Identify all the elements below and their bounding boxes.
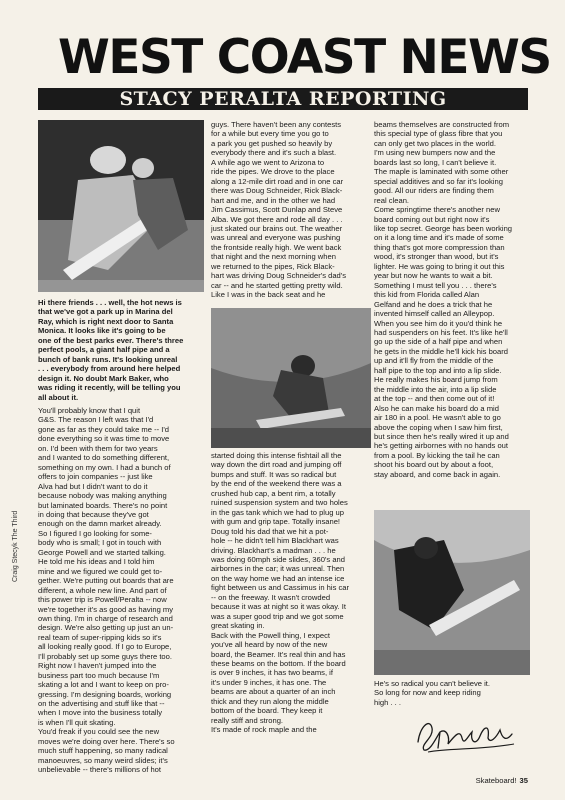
closing-text: He's so radical you can't believe it. So long for now and keep riding high . . . bbox=[374, 679, 491, 707]
column-2-bottom: started doing this intense fishtail all the way down the dirt road and jumping off bumps and stuff. It was so radical but by the end of the weekend there was a crushed hub cap, a bent rim, a totally ruined suspension system and two holes in the gas tank which we had to plug up with gum and grip tape. Totally insane! Doug told his dad that we hit a pot- hole -- he didn't tell him Blackhart was driving. Blackhart's a madman . . . he was doing 60mph side slides, 360's and airbornes in the car; it was unreal. Then on the way home we had an intense ice fight between us and Cassimus in his car -- on the freeway. It wasn't crowded because it was at night so it was okay. It was a super good trip and we got some great skating in. Back with the Powell thing, I expect you've all heard by now of the new board, the Beamer. It's real thin and has these beams on the bottom. If the board is over 9 inches, it has two beams, if it's under 9 inches, it has one. The beams are about a quarter of an inch thick and they run along the middle bottom of the board. They keep it really stiff and strong. It's made of rock maple and the bbox=[211, 451, 350, 735]
column-2-lower bbox=[211, 451, 376, 735]
photo-credit: Craig Stecyk The Third bbox=[12, 510, 19, 582]
page-number: 35 bbox=[519, 776, 528, 785]
page-title: WEST COAST NEWS bbox=[58, 30, 551, 85]
column-2-top: guys. There haven't been any contests for a while but every time you go to a park you get pushed so heavily by everybody there and it's such a blast. A while ago we went to Arizona to ride the pipes. We drove to the place along a 12-mile dirt road and in one car there was Doug Schneider, Rick Black- hart and me, and in the other we had Jim Cassimus, Scott Dunlap and Steve Alba. We got there and rode all day . . . just skated our brains out. The weather was unreal and everyone was pushing the frontside really high. We went back that night and the next morning when we returned to the pipes, Rick Black- hart was driving Doug Schneider's dad's car -- and he started getting pretty wild. Like I was in the back seat and he bbox=[211, 120, 347, 300]
publication-name: Skateboard! bbox=[475, 776, 517, 785]
column-3-top: beams themselves are constructed from this special type of glass fibre that you can only get two places in the world. I'm using new bumpers now and the boards last so long, I can't believe it. The maple is laminated with some other special additives and so far it's looking good. All our riders are finding them real clean. Come springtime there's another new board coming out but right now it's like top secret. George has been working on it a long time and it's made of some thing that's got more compression than wood, it's stronger than wood, but it's lighter. He was going to bring it out this year but now he wants to wait a bit. Something I must tell you . . . there's this kid from Florida called Alan Gelfand and he does a trick that he invented himself called an Alleypop. When you see him do it you'd think he had suspenders on his feet. It's like he'll go up the side of a half pipe and when he gets in the middle he'll kick his board up and it'll fly from the middle of the half pipe to the top and into a lip slide. He really makes his board jump from the middle into the air, into a lip slide at the top -- and then come out of it! Also he can make his board do a mid air 180 in a pool. He wasn't able to go above the coping when I saw him first, but since then he's really wired it up and he's getting airbornes with no hands out from a pool. By kicking the tail he can shoot his board out by about a foot, stay aboard, and come back in again. bbox=[374, 120, 513, 479]
byline: STACY PERALTA REPORTING bbox=[119, 88, 447, 110]
intro-paragraph: Hi there friends . . . well, the hot news is that we've got a park up in Marina del Ray, which is right next door to Santa Monica. It looks like it's going to be one of the best parks ever. There's three perfect pools, a giant half pipe and a bunch of bank runs. It's looking unreal . . . everybody from around here helped design it. No doubt Mark Baker, who was riding it recently, will be telling you all about it. bbox=[38, 298, 184, 402]
column-1-body: You'll probably know that I quit G&S. The reason I left was that I'd gone as far as they could take me -- I'd done everything so it was time to move on. I'd been with them for two years and I wanted to do something different, something on my own. I had a bunch of offers to join companies -- just like Alva had but I didn't want to do it because nobody was making anything but laminated boards. There's no point in doing that because they've got enough on the damn market already. So I figured I go looking for some- body who is small; I got in touch with George Powell and we started talking. He told me his ideas and I told him mine and we figured we could get to- gether. We're putting out boards that are different, a whole new line. And part of this power trip is Powell/Peralta -- now we're together it's as good as having my own thing. I'm in charge of research and design. We're also getting up just an un- real team of super-ripping kids so it's all looking really good. If I go to Europe, I'll probably set up some guys there too. Right now I haven't jumped into the business part too much because I'm skating a lot and I want to keep on pro- gressing. I'm designing boards, working on the advertising and stuff like that -- when I move into the business totally is when I'll quit skating. You'd freak if you could see the new moves we're doing over here. There's so much stuff happening, so many radical manoeuvres, so many weird slides; it's unbelievable -- there's millions of hot bbox=[38, 405, 175, 775]
page-footer bbox=[476, 776, 528, 785]
byline-bar bbox=[38, 88, 528, 110]
skaters-photo bbox=[38, 120, 204, 292]
column-1 bbox=[38, 298, 206, 775]
pool-skater-photo bbox=[211, 308, 371, 448]
column-2 bbox=[211, 120, 376, 300]
signature bbox=[410, 708, 520, 756]
airborne-skater-photo bbox=[374, 510, 530, 675]
column-3 bbox=[374, 120, 536, 479]
